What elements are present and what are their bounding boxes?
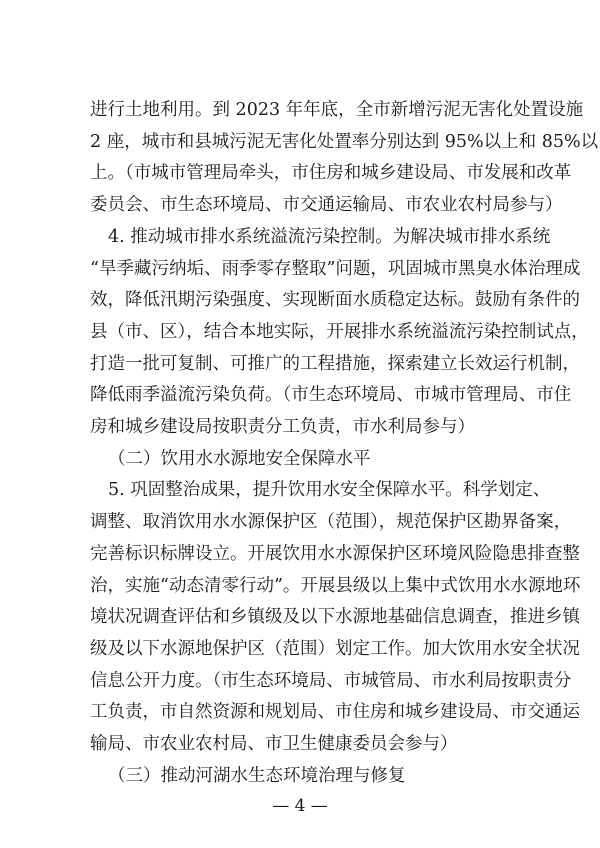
paragraph-line: 上。（市城市管理局牵头，市住房和城乡建设局、市发展和改革 — [90, 163, 572, 184]
paragraph-line: 信息公开力度。（市生态环境局、市城管局、市水利局按职责分 — [90, 670, 572, 691]
paragraph-line: 效，降低汛期污染强度、实现断面水质稳定达标。鼓励有条件的 — [90, 290, 580, 311]
paragraph-line: 完善标识标牌设立。开展饮用水水源保护区环境风险隐患排查整 — [90, 543, 580, 564]
paragraph-line: 治，实施“动态清零行动”。开展县级以上集中式饮用水水源地环 — [90, 575, 581, 596]
paragraph-line: 打造一批可复制、可推广的工程措施，探索建立长效运行机制， — [90, 353, 580, 374]
paragraph-line: 委员会、市生态环境局、市交通运输局、市农业农村局参与） — [90, 195, 563, 216]
paragraph-line: 境状况调查评估和乡镇级及以下水源地基础信息调查，推进乡镇 — [90, 607, 580, 628]
paragraph-line: 2 座，城市和县城污泥无害化处置率分别达到 95%以上和 85%以 — [90, 131, 599, 152]
paragraph-line: 输局、市农业农村局、市卫生健康委员会参与） — [90, 734, 458, 754]
page-number: — 4 — — [272, 795, 328, 816]
paragraph-line: “旱季藏污纳垢、雨季零存整取”问题，巩固城市黑臭水体治理成 — [90, 258, 581, 279]
paragraph-line: 工负责，市自然资源和规划局、市住房和城乡建设局、市交通运 — [90, 702, 580, 723]
section-heading: （三）推动河湖水生态环境治理与修复 — [108, 765, 406, 786]
paragraph-line: 调整、取消饮用水水源保护区（范围），规范保护区勘界备案， — [90, 512, 572, 533]
paragraph-line: 房和城乡建设局按职责分工负责，市水利局参与） — [90, 417, 475, 437]
paragraph-line: 县（市、区），结合本地实际，开展排水系统溢流污染控制试点， — [90, 321, 589, 342]
paragraph-line: 4. 推动城市排水系统溢流污染控制。为解决城市排水系统 — [108, 226, 551, 247]
paragraph-line: 进行土地利用。到 2023 年年底，全市新增污泥无害化处置设施 — [90, 100, 584, 120]
section-heading: （二）饮用水水源地安全保障水平 — [108, 448, 371, 469]
paragraph-line: 5. 巩固整治成果，提升饮用水安全保障水平。科学划定、 — [108, 480, 551, 501]
paragraph-line: 降低雨季溢流污染负荷。（市生态环境局、市城市管理局、市住 — [90, 385, 572, 406]
paragraph-line: 级及以下水源地保护区（范围）划定工作。加大饮用水安全状况 — [90, 638, 580, 659]
